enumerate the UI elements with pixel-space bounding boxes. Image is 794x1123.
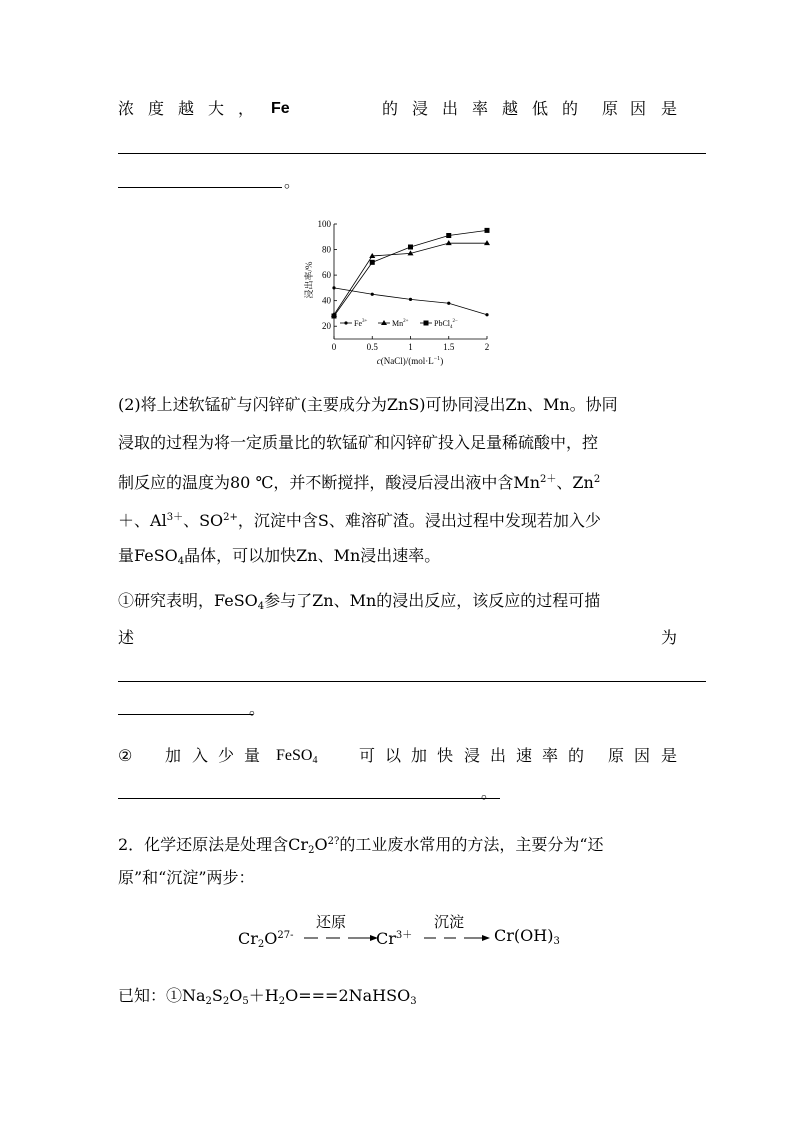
data-point bbox=[332, 314, 337, 319]
data-point bbox=[409, 298, 412, 301]
char: 越 bbox=[502, 99, 519, 118]
answer-blank-line[interactable] bbox=[118, 798, 500, 799]
para-2-line-5: 量FeSO$_4$晶体，可以加快Zn、Mn浸出速率。 bbox=[118, 546, 441, 567]
x-tick-label: 2 bbox=[484, 342, 490, 352]
q2-line-1: 2．化学还原法是处理含$Cr_2O^{2?}$的工业废水常用的方法，主要分为“还 bbox=[118, 835, 604, 856]
arrow-icon bbox=[424, 932, 492, 944]
data-point bbox=[446, 233, 451, 238]
char: 浸 bbox=[412, 99, 429, 118]
q1-line-2: 述 为 bbox=[118, 628, 677, 647]
chart-ylabel: 浸出率/% bbox=[304, 261, 314, 299]
data-point bbox=[484, 240, 490, 245]
data-point bbox=[332, 286, 335, 289]
data-point bbox=[485, 313, 488, 316]
char: 率 bbox=[472, 99, 489, 118]
char: 出 bbox=[442, 99, 459, 118]
legend-marker bbox=[381, 320, 387, 325]
y-tick-label: 40 bbox=[322, 295, 331, 306]
char: 浓 bbox=[118, 99, 135, 118]
period-mark: 。 bbox=[249, 699, 266, 718]
q2-prompt-line: ② 加 入 少 量 FeSO$_4$ 可 以 加 快 浸 出 速 率 的 原 因 是 bbox=[118, 746, 678, 766]
char: Fe bbox=[271, 100, 290, 117]
x-tick-label: 0 bbox=[331, 342, 337, 352]
answer-blank-line[interactable] bbox=[118, 153, 706, 154]
answer-blank-line[interactable] bbox=[118, 681, 706, 682]
arrow-label-reduce: 还原 bbox=[316, 913, 347, 931]
y-tick-label: 80 bbox=[322, 244, 331, 255]
period-mark: 。 bbox=[284, 172, 301, 191]
scheme-start: $Cr_2O^{27-}$ bbox=[238, 929, 294, 950]
legend-label: PbCl$_4^{2-}$ bbox=[434, 319, 458, 330]
char: 因 bbox=[630, 99, 647, 118]
known-equation: 已知：$①Na_2S_2O_5+H_2O===2NaHSO_3$ bbox=[118, 986, 417, 1007]
x-tick-label: 0.5 bbox=[366, 342, 378, 352]
arrow-icon bbox=[304, 932, 380, 944]
para-2-line-2: 浸取的过程为将一定质量比的软锰矿和闪锌矿投入足量稀硫酸中，控 bbox=[118, 433, 599, 452]
para-2-line-4: ＋、$Al^{3+}$、$SO^{2+}$，沉淀中含S、难溶矿渣。浸出过程中发现若加入少 bbox=[118, 511, 601, 530]
legend-marker bbox=[424, 321, 429, 326]
data-point bbox=[371, 293, 374, 296]
q1-line-1: ①研究表明，FeSO$_4$参与了Zn、Mn的浸出反应，该反应的过程可描 bbox=[118, 591, 601, 612]
x-tick-label: 1.5 bbox=[443, 342, 455, 352]
legend-marker bbox=[344, 321, 347, 324]
period-mark: 。 bbox=[481, 783, 498, 802]
char: ， bbox=[238, 99, 255, 118]
char: 度 bbox=[148, 99, 165, 118]
legend-label: $Fe^{3+}$ bbox=[354, 319, 368, 328]
arrow-label-precipitate: 沉淀 bbox=[434, 913, 465, 931]
legend bbox=[340, 319, 458, 330]
data-point bbox=[447, 302, 450, 305]
q2-line-2: 原”和“沉淀”两步： bbox=[118, 868, 255, 887]
legend-label: $Mn^{2+}$ bbox=[392, 319, 409, 328]
char: 的 bbox=[382, 99, 399, 118]
answer-blank-line[interactable] bbox=[118, 714, 253, 715]
y-tick-label: 60 bbox=[322, 270, 331, 281]
data-point bbox=[408, 245, 413, 250]
para-2-line-3: 制反应的温度为80 ℃，并不断搅拌，酸浸后浸出液中含$Mn^{2+}$、Zn$^2$ bbox=[118, 473, 601, 492]
data-point bbox=[370, 260, 375, 265]
x-tick-label: 1 bbox=[408, 342, 413, 352]
char: 原 bbox=[602, 99, 619, 118]
scheme-mid: $Cr^{3+}$ bbox=[376, 929, 413, 948]
data-point bbox=[485, 228, 490, 233]
series-line-0 bbox=[334, 288, 487, 315]
answer-line-prompt bbox=[118, 99, 677, 119]
y-tick-label: 20 bbox=[322, 321, 331, 332]
answer-blank-line[interactable] bbox=[118, 187, 282, 188]
char: 的 bbox=[562, 99, 579, 118]
para-2-line-1: (2)将上述软锰矿与闪锌矿(主要成分为ZnS)可协同浸出Zn、Mn。协同 bbox=[118, 395, 618, 414]
char: 低 bbox=[532, 99, 549, 118]
char: 越 bbox=[178, 99, 195, 118]
data-point bbox=[446, 240, 452, 245]
char: 是 bbox=[661, 99, 678, 118]
char: 大 bbox=[208, 99, 225, 118]
leaching-rate-chart bbox=[298, 216, 508, 372]
y-tick-label: 100 bbox=[317, 219, 331, 229]
chart-xlabel: $c(NaCl)/(mol\cdot L^{-1})$ bbox=[376, 356, 444, 366]
reaction-scheme bbox=[238, 913, 568, 956]
scheme-end: $Cr(OH)_3$ bbox=[494, 926, 560, 947]
